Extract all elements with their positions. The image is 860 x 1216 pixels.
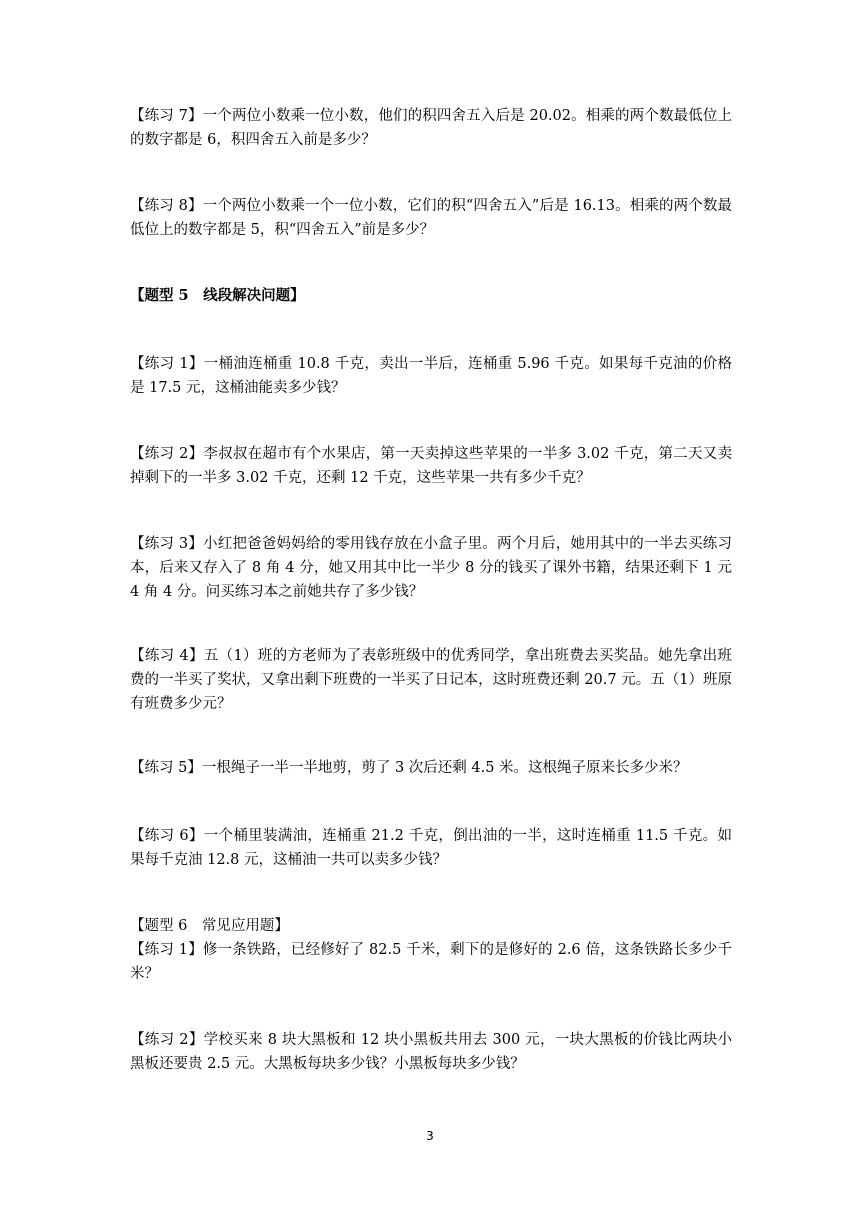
section-heading-type-5: 【题型 5 线段解决问题】	[130, 287, 305, 304]
section-heading-type-6: 【题型 6 常见应用题】	[130, 918, 289, 934]
exercise-6: 【练习 6】一个桶里装满油，连桶重 21.2 千克，倒出油的一半，这时连桶重 11.5 千克。如果每千克油 12.8 元，这桶油一共可以卖多少钱？	[130, 828, 732, 868]
exercise-4: 【练习 4】五（1）班的方老师为了表彰班级中的优秀同学，拿出班费去买奖品。她先拿出班费的一半买了奖状，又拿出剩下班费的一半买了日记本，这时班费还剩 20.7 元。五（1）班原有班费多少元？	[130, 648, 732, 712]
exercise-1: 【练习 1】一桶油连桶重 10.8 千克，卖出一半后，连桶重 5.96 千克。如果每千克油的价格是 17.5 元，这桶油能卖多少钱？	[130, 356, 732, 396]
exercise-1-type-6: 【练习 1】修一条铁路，已经修好了 82.5 千米，剩下的是修好的 2.6 倍，这条铁路长多少千米？	[130, 942, 732, 982]
exercise-8: 【练习 8】一个两位小数乘一个一位小数，它们的积“四舍五入”后是 16.13。相乘的两个数最低位上的数字都是 5，积“四舍五入”前是多少？	[130, 198, 732, 238]
exercise-5: 【练习 5】一根绳子一半一半地剪，剪了 3 次后还剩 4.5 米。这根绳子原来长多少米？	[130, 760, 688, 776]
exercise-3: 【练习 3】小红把爸爸妈妈给的零用钱存放在小盒子里。两个月后，她用其中的一半去买练习本，后来又存入了 8 角 4 分，她又用其中比一半少 8 分的钱买了课外书籍，结果还剩下 1 元 4 角 4 分。问买练习本之前她共存了多少钱？	[130, 536, 732, 600]
exercise-2-type-6: 【练习 2】学校买来 8 块大黑板和 12 块小黑板共用去 300 元，一块大黑板的价钱比两块小黑板还要贵 2.5 元。大黑板每块多少钱？小黑板每块多少钱？	[130, 1032, 732, 1072]
exercise-2: 【练习 2】李叔叔在超市有个水果店，第一天卖掉这些苹果的一半多 3.02 千克，第二天又卖掉剩下的一半多 3.02 千克，还剩 12 千克，这些苹果一共有多少千克？	[130, 446, 732, 486]
exercise-7: 【练习 7】一个两位小数乘一位小数，他们的积四舍五入后是 20.02。相乘的两个数最低位上的数字都是 6，积四舍五入前是多少？	[130, 108, 732, 148]
page-number: 3	[426, 1129, 434, 1143]
